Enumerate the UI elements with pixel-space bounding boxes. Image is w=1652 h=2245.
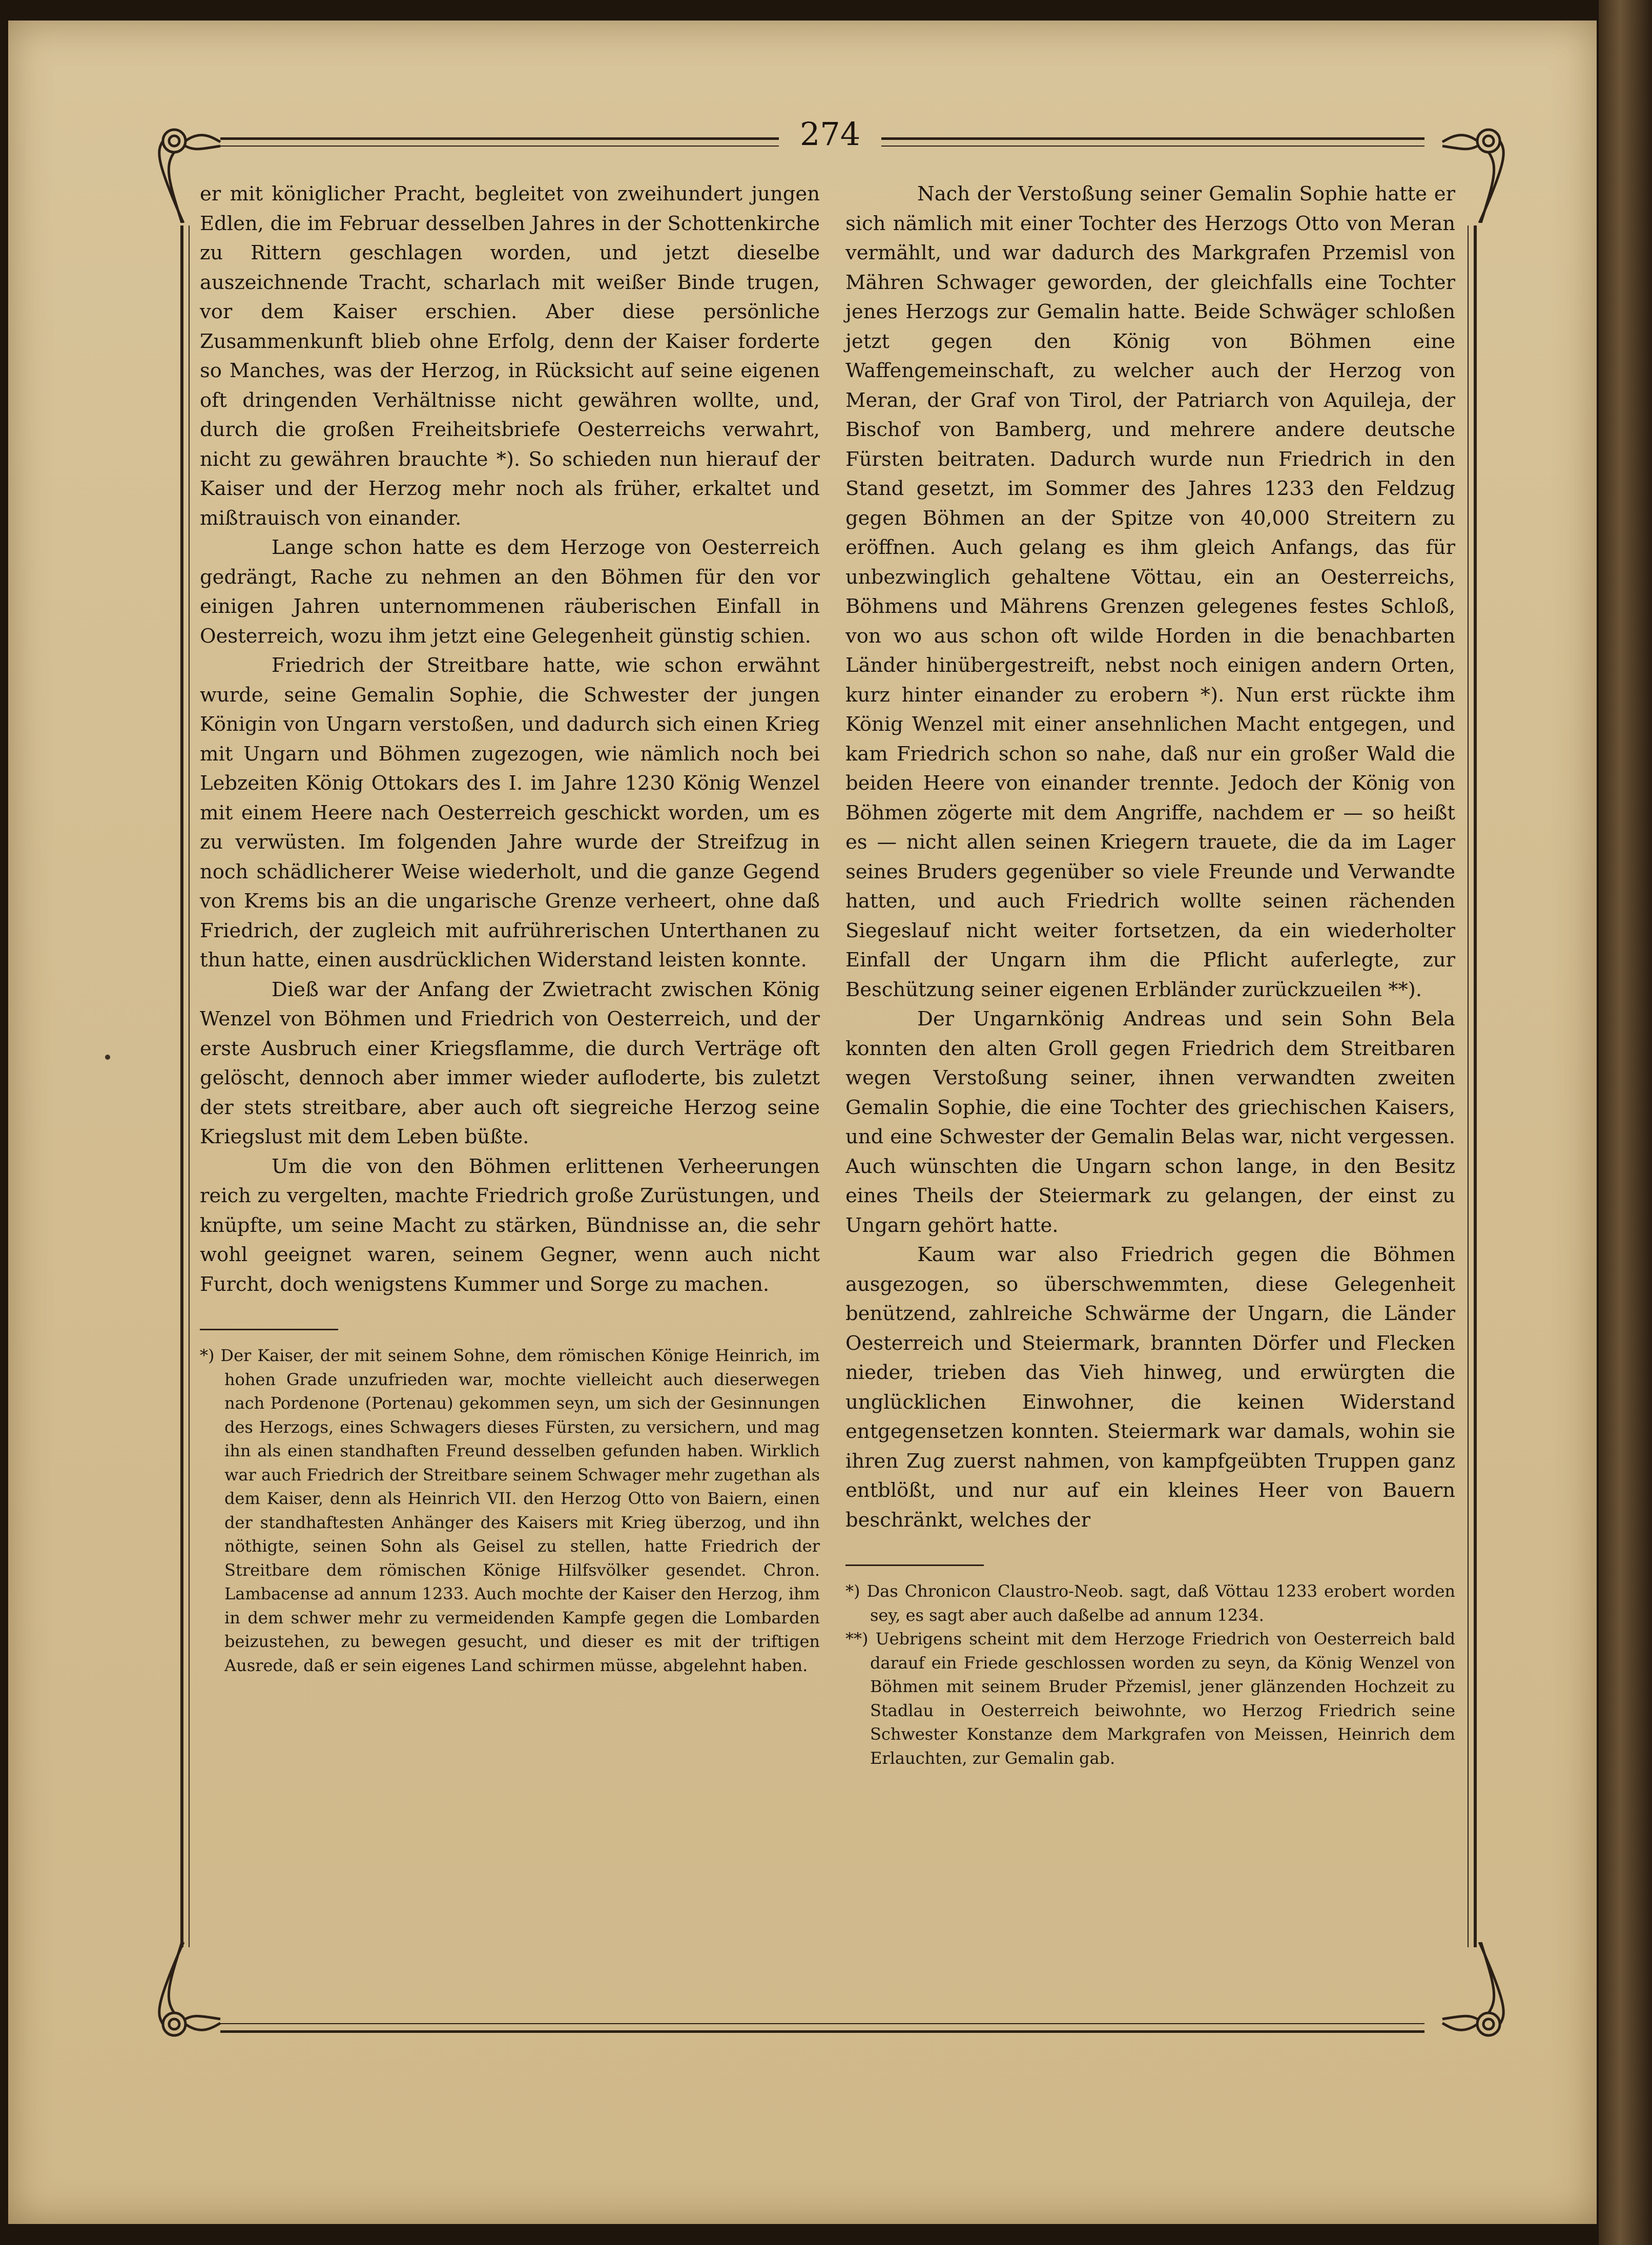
left-paragraph-1: er mit königlicher Pracht, begleitet von zweihundert jungen Edlen, die im Februar desselben Jahres in der Schottenkirche zu Rittern geschlagen worden, und jetzt dieselbe auszeichnende Tracht, scharlach mit weißer Binde trugen, vor dem Kaiser erschien. Aber diese persönliche Zusammenkunft blieb ohne Erfolg, denn der Kaiser forderte so Manches, was der Herzog, in Rücksicht auf seine eigenen oft dringenden Verhältnisse nicht gewähren wollte, und, durch die großen Freiheitsbriefe Oesterreichs verwahrt, nicht zu gewähren brauchte *). So schieden nun hierauf der Kaiser und der Herzog mehr noch als früher, erkaltet und mißtrauisch von einander.: [200, 182, 820, 530]
frame-left-rule: [180, 225, 183, 1947]
corner-ornament-bottom-left-icon: [154, 1942, 231, 2045]
left-paragraph-4: Dieß war der Anfang der Zwietracht zwischen König Wenzel von Böhmen und Friedrich von Oesterreich, und der erste Ausbruch einer Kriegsflamme, die durch Verträge oft gelöscht, dennoch aber immer wieder aufloderte, bis zuletzt der stets streitbare, aber auch oft siegreiche Herzog seine Kriegslust mit dem Leben büßte.: [200, 978, 820, 1148]
left-paragraph-5: Um die von den Böhmen erlittenen Verheerungen reich zu vergelten, machte Friedrich große Zurüstungen, und knüpfte, um seine Macht zu stärken, Bündnisse an, die sehr wohl geeignet waren, seinem Gegner, wenn auch nicht Furcht, doch wenigstens Kummer und Sorge zu machen.: [200, 1155, 820, 1296]
frame-top-right-rule: [881, 137, 1424, 140]
left-paragraph-3: Friedrich der Streitbare hatte, wie schon erwähnt wurde, seine Gemalin Sophie, die Schwester der jungen Königin von Ungarn verstoßen, und dadurch sich einen Krieg mit Ungarn und Böhmen zugezogen, wie nämlich noch bei Lebzeiten König Ottokars des I. im Jahre 1230 König Wenzel mit einem Heere nach Oesterreich geschickt worden, um es zu verwüsten. Im folgenden Jahre wurde der Streifzug in noch schädlicherer Weise wiederholt, und die ganze Gegend von Krems bis an die ungarische Grenze verheert, ohne daß Friedrich, der zugleich mit aufrührerischen Unterthanen zu thun hatte, einen ausdrücklichen Widerstand leisten konnte.: [200, 654, 820, 972]
frame-top-right-rule-thin: [881, 146, 1424, 147]
left-footnote: *) Der Kaiser, der mit seinem Sohne, dem römischen Könige Heinrich, im hohen Grade unzufrieden war, mochte vielleicht auch dieserwegen nach Pordenone (Portenau) gekommen seyn, um sich der Gesinnungen des Herzogs, eines Schwagers dieses Fürsten, zu versichern, und mag ihn als einen standhaften Freund desselben gefunden haben. Wirklich war auch Friedrich der Streitbare seinem Schwager mehr zugethan als dem Kaiser, denn als Heinrich VII. den Herzog Otto von Baiern, einen der standhaftesten Anhänger des Kaisers mit Krieg überzog, und ihn nöthigte, seinen Sohn als Geisel zu stellen, hatte Friedrich der Streitbare dem römischen Könige Hilfsvölker gesendet. Chron. Lambacense ad annum 1233. Auch mochte der Kaiser den Herzog, ihm in dem schwer mehr zu vermeidenden Kampfe gegen die Lombarden beizustehen, zu bewegen gesucht, und dieser es mit der triftigen Ausrede, daß er sein eigenes Land schirmen müsse, abgelehnt haben.: [200, 1346, 820, 1675]
frame-top-left-rule-thin: [220, 146, 779, 147]
right-paragraph-3: Kaum war also Friedrich gegen die Böhmen ausgezogen, so überschwemmten, diese Gelegenheit benützend, zahlreiche Schwärme der Ungarn, die Länder Oesterreich und Steiermark, brannten Dörfer und Flecken nieder, trieben das Vieh hinweg, und erwürgten die unglücklichen Einwohner, die keinen Widerstand entgegensetzen konnten. Steiermark war damals, wohin sie ihren Zug zuerst nahmen, von kampfgeübten Truppen ganz entblößt, und nur auf ein kleines Heer von Bauern beschränkt, welches der: [845, 1243, 1455, 1532]
margin-pencil-mark: [105, 1055, 110, 1060]
right-column: [845, 179, 1455, 1770]
right-footnote-1: *) Das Chronicon Claustro-Neob. sagt, daß Vöttau 1233 erobert worden sey, es sagt aber auch daßelbe ad annum 1234.: [845, 1581, 1455, 1625]
corner-ornament-bottom-right-icon: [1432, 1942, 1509, 2045]
right-footnote-separator: [845, 1564, 984, 1566]
left-paragraph-2: Lange schon hatte es dem Herzoge von Oesterreich gedrängt, Rache zu nehmen an den Böhmen für den vor einigen Jahren unternommenen räuberischen Einfall in Oesterreich, wozu ihm jetzt eine Gelegenheit günstig schien.: [200, 536, 820, 648]
right-paragraph-1: Nach der Verstoßung seiner Gemalin Sophie hatte er sich nämlich mit einer Tochter des Herzogs Otto von Meran vermählt, und war dadurch des Markgrafen Przemisl von Mähren Schwager geworden, der gleichfalls eine Tochter jenes Herzogs zur Gemalin hatte. Beide Schwäger schloßen jetzt gegen den König von Böhmen eine Waffengemeinschaft, zu welcher auch der Herzog von Meran, der Graf von Tirol, der Patriarch von Aquileja, der Bischof von Bamberg, und mehrere andere deutsche Fürsten beitraten. Dadurch wurde nun Friedrich in den Stand gesetzt, im Sommer des Jahres 1233 den Feldzug gegen Böhmen an der Spitze von 40,000 Streitern zu eröffnen. Auch gelang es ihm gleich Anfangs, das für unbezwinglich gehaltene Vöttau, ein an Oesterreichs, Böhmens und Mährens Grenzen gelegenes festes Schloß, von wo aus schon oft wilde Horden in die benachbarten Länder hinübergestreift, nebst noch einigen andern Orten, kurz hinter einander zu erobern *). Nun erst rückte ihm König Wenzel mit einer ansehnlichen Macht entgegen, und kam Friedrich schon so nahe, daß nur ein großer Wald die beiden Heere von einander trennte. Jedoch der König von Böhmen zögerte mit dem Angriffe, nachdem er — so heißt es — nicht allen seinen Kriegern trauete, die da im Lager seines Bruders gegenüber so viele Freunde und Verwandte hatten, und auch Friedrich wollte seinen rächenden Siegeslauf nicht weiter fortsetzen, da ein wiederholter Einfall der Ungarn ihm die Pflicht auferlegte, zur Beschützung seiner eigenen Erbländer zurückzueilen **).: [845, 182, 1455, 1001]
book-edge: [1599, 0, 1652, 2245]
right-paragraph-2: Der Ungarnkönig Andreas und sein Sohn Bela konnten den alten Groll gegen Friedrich dem Streitbaren wegen Verstoßung seiner, ihnen verwandten zweiten Gemalin Sophie, die eine Tochter des griechischen Kaisers, und eine Schwester der Gemalin Belas war, nicht vergessen. Auch wünschten die Ungarn schon lange, in den Besitz eines Theils der Steiermark zu gelangen, der einst zu Ungarn gehört hatte.: [845, 1007, 1455, 1237]
right-footnote-2: **) Uebrigens scheint mit dem Herzoge Friedrich von Oesterreich bald darauf ein Friede geschlossen worden zu seyn, da König Wenzel von Böhmen mit seinem Bruder Přzemisl, jener glänzenden Hochzeit zu Stadlau in Oesterreich beiwohnte, wo Herzog Friedrich seine Schwester Konstanze dem Markgrafen von Meissen, Heinrich dem Erlauchten, zur Gemalin gab.: [845, 1629, 1455, 1768]
left-footnote-separator: [200, 1329, 338, 1330]
frame-right-rule: [1474, 225, 1477, 1947]
frame-bottom-rule-thin: [220, 2023, 1424, 2024]
page-number: 274: [799, 115, 861, 153]
left-column: [200, 179, 820, 1677]
frame-right-rule-thin: [1468, 225, 1469, 1947]
frame-left-rule-thin: [189, 225, 190, 1947]
frame-bottom-rule: [220, 2030, 1424, 2033]
frame-top-left-rule: [220, 137, 779, 140]
